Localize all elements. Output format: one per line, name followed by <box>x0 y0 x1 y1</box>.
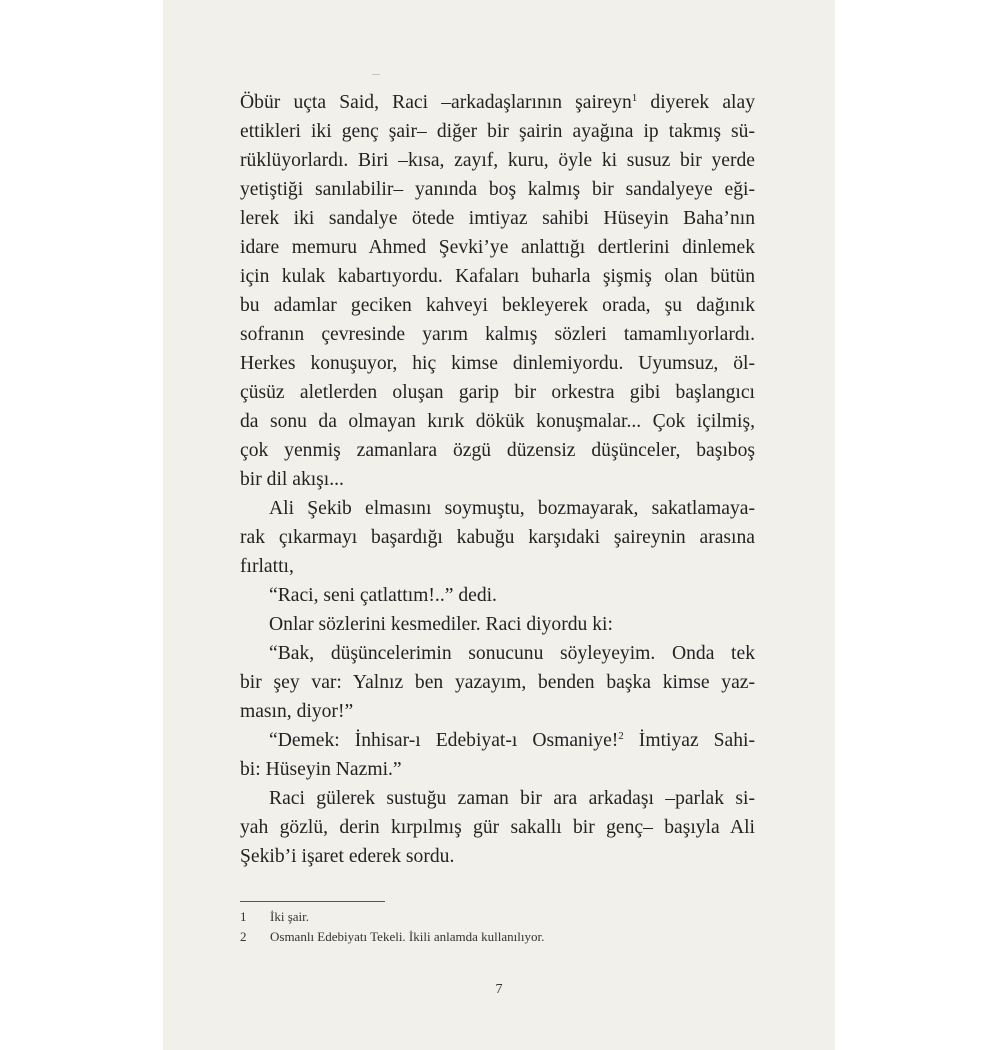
page-number: 7 <box>495 982 503 997</box>
page-smudge <box>372 74 380 75</box>
text-line: lerek iki sandalye ötede imtiyaz sahibi Hüseyin Baha’nın <box>240 208 755 229</box>
footnote-divider <box>240 901 385 902</box>
text-line: “Raci, seni çatlattım!..” dedi. <box>269 585 497 606</box>
footnote-2 <box>240 927 660 947</box>
text-line: idare memuru Ahmed Şevki’ye anlattığı dertlerini dinlemek <box>240 237 755 258</box>
footnote-number: 1 <box>240 909 247 924</box>
text-line: yah gözlü, derin kırpılmış gür sakallı bir genç– başıyla Ali <box>240 817 755 838</box>
text-line: Şekib’i işaret ederek sordu. <box>240 846 455 867</box>
footnote-number: 2 <box>240 929 247 944</box>
text-line: ettikleri iki genç şair– diğer bir şairin ayağına ip takmış sü- <box>240 121 755 142</box>
text-line: bir dil akışı... <box>240 469 344 490</box>
text-line: bir şey var: Yalnız ben yazayım, benden başka kimse yaz- <box>240 672 755 693</box>
text-line: da sonu da olmayan kırık dökük konuşmalar... Çok içilmiş, <box>240 411 755 432</box>
paragraph-6 <box>240 726 755 784</box>
footnote-1 <box>240 907 660 927</box>
footnote-text: İki şair. <box>270 909 309 924</box>
text-line: Onlar sözlerini kesmediler. Raci diyordu ki: <box>269 614 613 635</box>
text-line: Herkes konuşuyor, hiç kimse dinlemiyordu. Uyumsuz, öl- <box>240 353 755 374</box>
text-line: fırlattı, <box>240 556 294 577</box>
paragraph-5 <box>240 639 755 726</box>
text-line: çüsüz aletlerden oluşan garip bir orkestra gibi başlangıcı <box>240 382 755 403</box>
text-line: için kulak kabartıyordu. Kafaları buharla şişmiş olan bütün <box>240 266 755 287</box>
footnote-ref-1[interactable]: 1 <box>631 92 638 104</box>
paragraph-7 <box>240 784 755 871</box>
body-text <box>240 88 755 871</box>
text-line: Raci gülerek sustuğu zaman bir ara arkadaşı –parlak si- <box>269 788 755 809</box>
text-line: bu adamlar geciken kahveyi bekleyerek orada, şu dağınık <box>240 295 755 316</box>
paragraph-2 <box>240 494 755 581</box>
footnote-ref-2[interactable]: 2 <box>618 730 624 742</box>
text-line: “Demek: İnhisar-ı Edebiyat-ı Osmaniye!$^2$ İmtiyaz Sahi- <box>269 730 756 751</box>
text-line: Ali Şekib elmasını soymuştu, bozmayarak, sakatlamaya- <box>269 498 755 519</box>
footnotes <box>240 907 660 947</box>
text-line: “Bak, düşüncelerimin sonucunu söyleyeyim. Onda tek <box>269 643 755 664</box>
paragraph-3 <box>240 581 755 610</box>
text-line: yetiştiği sanılabilir– yanında boş kalmış bir sandalyeye eği- <box>240 179 755 200</box>
paragraph-4 <box>240 610 755 639</box>
text-line: masın, diyor!” <box>240 701 354 722</box>
footnote-text: Osmanlı Edebiyatı Tekeli. İkili anlamda kullanılıyor. <box>270 929 545 944</box>
text-line: rak çıkarmayı başardığı kabuğu karşıdaki şaireynin arasına <box>240 527 755 548</box>
paragraph-1 <box>240 88 755 494</box>
text-line: sofranın çevresinde yarım kalmış sözleri tamamlıyorlardı. <box>240 324 755 345</box>
text-line: bi: Hüseyin Nazmi.” <box>240 759 402 780</box>
text-line: rüklüyorlardı. Biri –kısa, zayıf, kuru, öyle ki susuz bir yerde <box>240 150 755 171</box>
text-line: çok yenmiş zamanlara özgü düzensiz düşünceler, başıboş <box>240 440 755 461</box>
text-line: Öbür uçta Said, Raci –arkadaşlarının şaireyn$^1$ diyerek alay <box>240 92 755 113</box>
